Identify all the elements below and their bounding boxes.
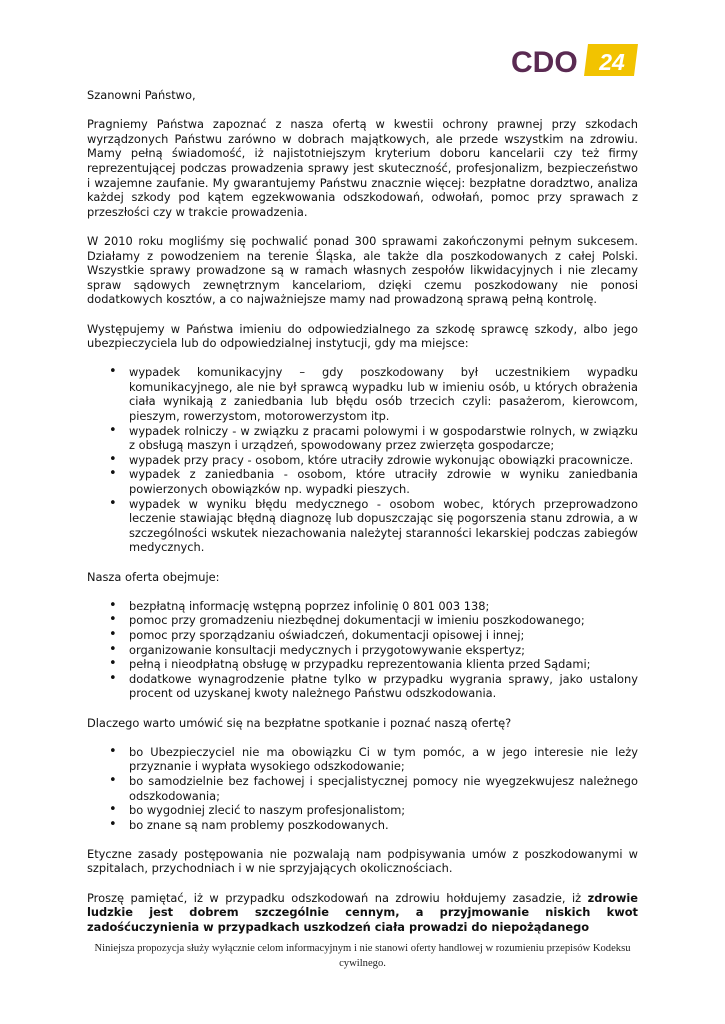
list-item: • organizowanie konsultacji medycznych i przygotowywanie ekspertyz; bbox=[87, 643, 638, 658]
offer-list bbox=[87, 599, 638, 701]
why-heading: Dlaczego warto umówić się na bezpłatne spotkanie i poznać naszą ofertę? bbox=[87, 715, 512, 730]
closing-bold-text: zdrowie ludzkie jest dobrem szczególnie cennym, a przyjmowanie niskich kwot zadośćuczynienia w przypadkach uszkodzeń ciała prowadzi do niepożądanego bbox=[87, 890, 638, 934]
history-paragraph: W 2010 roku mogliśmy się pochwalić ponad 300 sprawami zakończonymi pełnym sukcesem. Działamy z powodzeniem na terenie Śląska, ale także dla poszkodowanych z całej Polski. Wszystkie sprawy prowadzone są w ramach własnych zespołów likwidacyjnych i nie zlecamy spraw sądowych zewnętrznym kancelariom, dzięki czemu poszkodowany nie ponosi dodatkowych kosztów, a co najważniejsze mamy nad prowadzoną sprawą pełną kontrolę. bbox=[87, 233, 638, 307]
list-item: • pełną i nieodpłatną obsługę w przypadku reprezentowania klienta przed Sądami; bbox=[87, 657, 638, 672]
logo-secondary-text: 24 bbox=[599, 49, 625, 75]
list-item: • bo znane są nam problemy poszkodowanych. bbox=[87, 818, 638, 833]
list-item: • dodatkowe wynagrodzenie płatne tylko w przypadku wygrania sprawy, jako ustalony procent od uzyskanej kwoty należnego Państwu odszkodowania. bbox=[87, 672, 638, 701]
list-item: • bo samodzielnie bez fachowej i specjalistycznej pomocy nie wyegzekwujesz należnego odszkodowania; bbox=[87, 774, 638, 803]
list-item: • bo wygodniej zlecić to naszym profesjonalistom; bbox=[87, 803, 638, 818]
logo-primary-text: CDO bbox=[511, 46, 578, 79]
list-item: • wypadek z zaniedbania - osobom, które utraciły zdrowie w wyniku zaniedbania powierzonych obowiązków np. wypadki pieszych. bbox=[87, 467, 638, 496]
intro-paragraph: Pragniemy Państwa zapoznać z nasza ofertą w kwestii ochrony prawnej przy szkodach wyrządzonych Państwu zarówno w dobrach majątkowych, ale przede wszystkim na zdrowiu. Mamy pełną świadomość, iż najistotniejszym kryterium doboru kancelarii czy też firmy reprezentującej podczas prowadzenia sprawy jest skuteczność, profesjonalizm, bezpieczeństwo i wzajemne zaufanie. My gwarantujemy Państwu znacznie więcej: bezpłatne doradztwo, analiza każdej szkody pod kątem egzekwowania odszkodowań, odwołań, pomoc przy sprawach z przeszłości czy w trakcie prowadzenia. bbox=[87, 117, 638, 219]
list-item: • bo Ubezpieczyciel nie ma obowiązku Ci w tym pomóc, a w jego interesie nie leży przyznanie i wypłata wysokiego odszkodowanie; bbox=[87, 745, 638, 774]
list-item: • pomoc przy gromadzeniu niezbędnej dokumentacji w imieniu poszkodowanego; bbox=[87, 613, 638, 628]
list-item: • bezpłatną informację wstępną poprzez infolinię 0 801 003 138; bbox=[87, 599, 638, 614]
list-item: • wypadek przy pracy - osobom, które utraciły zdrowie wykonując obowiązki pracownicze. bbox=[87, 453, 638, 468]
why-list bbox=[87, 745, 638, 833]
offer-heading: Nasza oferta obejmuje: bbox=[87, 569, 220, 584]
salutation: Szanowni Państwo, bbox=[87, 88, 196, 102]
company-logo bbox=[508, 40, 638, 80]
list-item: • pomoc przy sporządzaniu oświadczeń, dokumentacji opisowej i innej; bbox=[87, 628, 638, 643]
ethics-paragraph: Etyczne zasady postępowania nie pozwalają nam podpisywania umów z poszkodowanymi w szpitalach, przychodniach i w nie sprzyjających okolicznościach. bbox=[87, 846, 638, 876]
letter-body bbox=[87, 88, 638, 934]
list-item: • wypadek w wyniku błędu medycznego - osobom wobec, których przeprowadzono leczenie stawiając błędną diagnozę lub dopuszczając się pogorszenia stanu zdrowia, a w szczególności wskutek niezachowania należytej staranności lekarskiej podczas zabiegów medycznych. bbox=[87, 497, 638, 555]
closing-paragraph bbox=[87, 891, 638, 935]
cases-list bbox=[87, 365, 638, 555]
list-item: • wypadek komunikacyjny – gdy poszkodowany był uczestnikiem wypadku komunikacyjnego, ale nie był sprawcą wypadku lub w imieniu osób, u których obrażenia ciała wynikają z zaniedbania lub błędu osób trzecich czyli: pasażerom, kierowcom, pieszym, rowerzystom, motorowerzystom itp. bbox=[87, 365, 638, 423]
representation-paragraph: Występujemy w Państwa imieniu do odpowiedzialnego za szkodę sprawcę szkody, albo jego ubezpieczyciela lub do odpowiedzialnej instytucji, gdy ma miejsce: bbox=[87, 321, 638, 351]
list-item: • wypadek rolniczy - w związku z pracami polowymi i w gospodarstwie rolnych, w związku z obsługą maszyn i urządzeń, spowodowany przez zwierzęta gospodarcze; bbox=[87, 424, 638, 453]
footer-disclaimer: Niniejsza propozycja służy wyłącznie celom informacyjnym i nie stanowi oferty handlowej w rozumieniu przepisów Kodeksu cywilnego. bbox=[94, 943, 631, 969]
closing-plain-text: Proszę pamiętać, iż w przypadku odszkodowań na zdrowiu hołdujemy zasadzie, iż bbox=[87, 890, 588, 905]
